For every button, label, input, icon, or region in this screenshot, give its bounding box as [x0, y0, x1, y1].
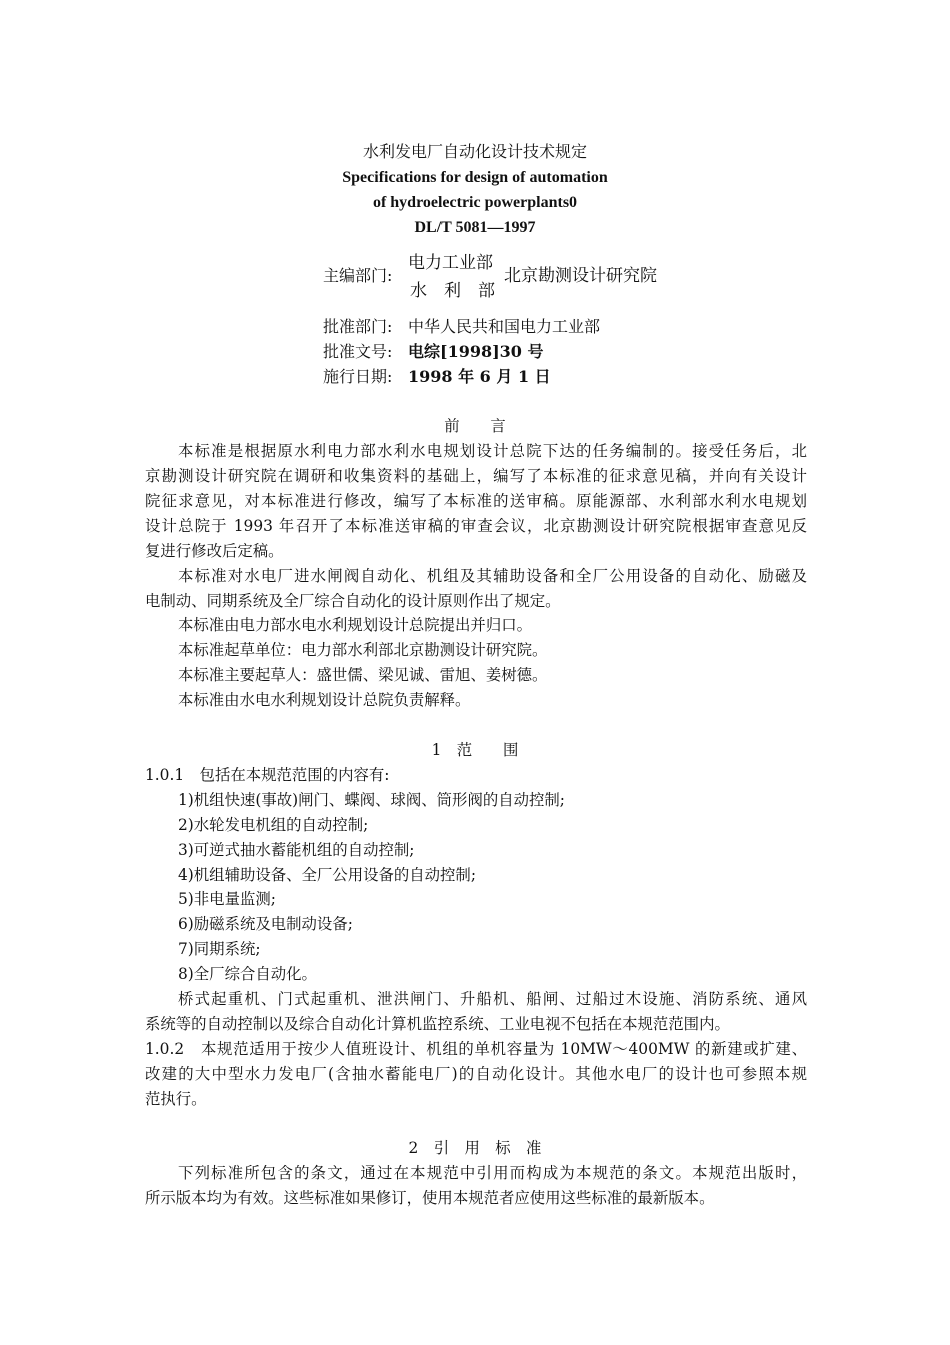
preface-line: 本标准对水电厂进水闸阀自动化、机组及其辅助设备和全厂公用设备的自动化、励磁及 [178, 567, 807, 585]
document-title-cn: 水利发电厂自动化设计技术规定 [362, 142, 587, 161]
preface-line: 本标准是根据原水利电力部水利水电规划设计总院下达的任务编制的。接受任务后，北 [178, 442, 807, 460]
document-code: DL/T 5081—1997 [414, 219, 536, 236]
doc-no-value: 电综[1998]30 号 [408, 342, 544, 361]
section-1-heading: 1 范 围 [431, 741, 519, 759]
scope-item: 1)机组快速(事故)闸门、蝶阀、球阀、筒形阀的自动控制; [178, 791, 565, 809]
preface-line: 设计总院于 1993 年召开了本标准送审稿的审查会议，北京勘测设计研究院根据审查意见反 [145, 517, 807, 535]
preface-heading: 前 言 [444, 417, 506, 435]
editor-org: 北京勘测设计研究院 [504, 266, 657, 286]
exclusion-line-1: 桥式起重机、门式起重机、泄洪闸门、升船机、船闸、过船过木设施、消防系统、通风 [178, 990, 807, 1008]
scope-item: 3)可逆式抽水蓄能机组的自动控制; [178, 841, 415, 859]
preface-line: 本标准由电力部水电水利规划设计总院提出并归口。 [178, 616, 532, 634]
scope-item: 7)同期系统; [178, 940, 261, 958]
approve-value: 中华人民共和国电力工业部 [408, 317, 601, 336]
section-2-heading: 2 引 用 标 准 [408, 1139, 542, 1157]
doc-no-label: 批准文号: [323, 342, 393, 361]
scope-item: 8)全厂综合自动化。 [178, 965, 317, 983]
document-title-en-line1: Specifications for design of automation [342, 169, 608, 186]
editor-label: 主编部门: [323, 266, 393, 285]
preface-line: 本标准由水电水利规划设计总院负责解释。 [178, 691, 471, 709]
preface-line: 本标准主要起草人：盛世儒、梁见诚、雷旭、姜树德。 [178, 666, 548, 684]
date-label: 施行日期: [323, 367, 393, 386]
scope-item: 2)水轮发电机组的自动控制; [178, 816, 369, 834]
date-value: 1998 年 6 月 1 日 [408, 367, 551, 386]
preface-line: 京勘测设计研究院在调研和收集资料的基础上，编写了本标准的征求意见稿，并向有关设计 [145, 467, 807, 485]
preface-line: 院征求意见，对本标准进行修改，编写了本标准的送审稿。原能源部、水利部水利水电规划 [145, 492, 807, 510]
preface-line: 电制动、同期系统及全厂综合自动化的设计原则作出了规定。 [145, 592, 561, 610]
editor-dept-1: 电力工业部 [408, 253, 493, 273]
exclusion-line-2: 系统等的自动控制以及综合自动化计算机监控系统、工业电视不包括在本规范范围内。 [145, 1015, 730, 1033]
preface-line: 本标准起草单位：电力部水利部北京勘测设计研究院。 [178, 641, 548, 659]
scope-item: 6)励磁系统及电制动设备; [178, 915, 353, 933]
scope-item: 4)机组辅助设备、全厂公用设备的自动控制; [178, 866, 477, 884]
clause-1-0-2-line-3: 范执行。 [145, 1090, 207, 1108]
document-title-en-line2: of hydroelectric powerplants0 [372, 194, 578, 211]
section-2-line-2: 所示版本均为有效。这些标准如果修订，使用本规范者应使用这些标准的最新版本。 [145, 1189, 715, 1207]
preface-line: 复进行修改后定稿。 [145, 542, 284, 560]
approve-label: 批准部门: [323, 317, 393, 336]
scope-item: 5)非电量监测; [178, 890, 276, 908]
clause-1-0-1: 1.0.1 包括在本规范范围的内容有: [145, 766, 390, 784]
section-2-line-1: 下列标准所包含的条文，通过在本规范中引用而构成为本规范的条文。本规范出版时， [178, 1164, 807, 1182]
clause-1-0-2-line-1: 1.0.2 本规范适用于按少人值班设计、机组的单机容量为 10MW～400MW 的新建或扩建、 [145, 1040, 807, 1058]
clause-1-0-2-line-2: 改建的大中型水力发电厂(含抽水蓄能电厂)的自动化设计。其他水电厂的设计也可参照本规 [145, 1065, 807, 1083]
editor-dept-2: 水 利 部 [410, 281, 495, 301]
